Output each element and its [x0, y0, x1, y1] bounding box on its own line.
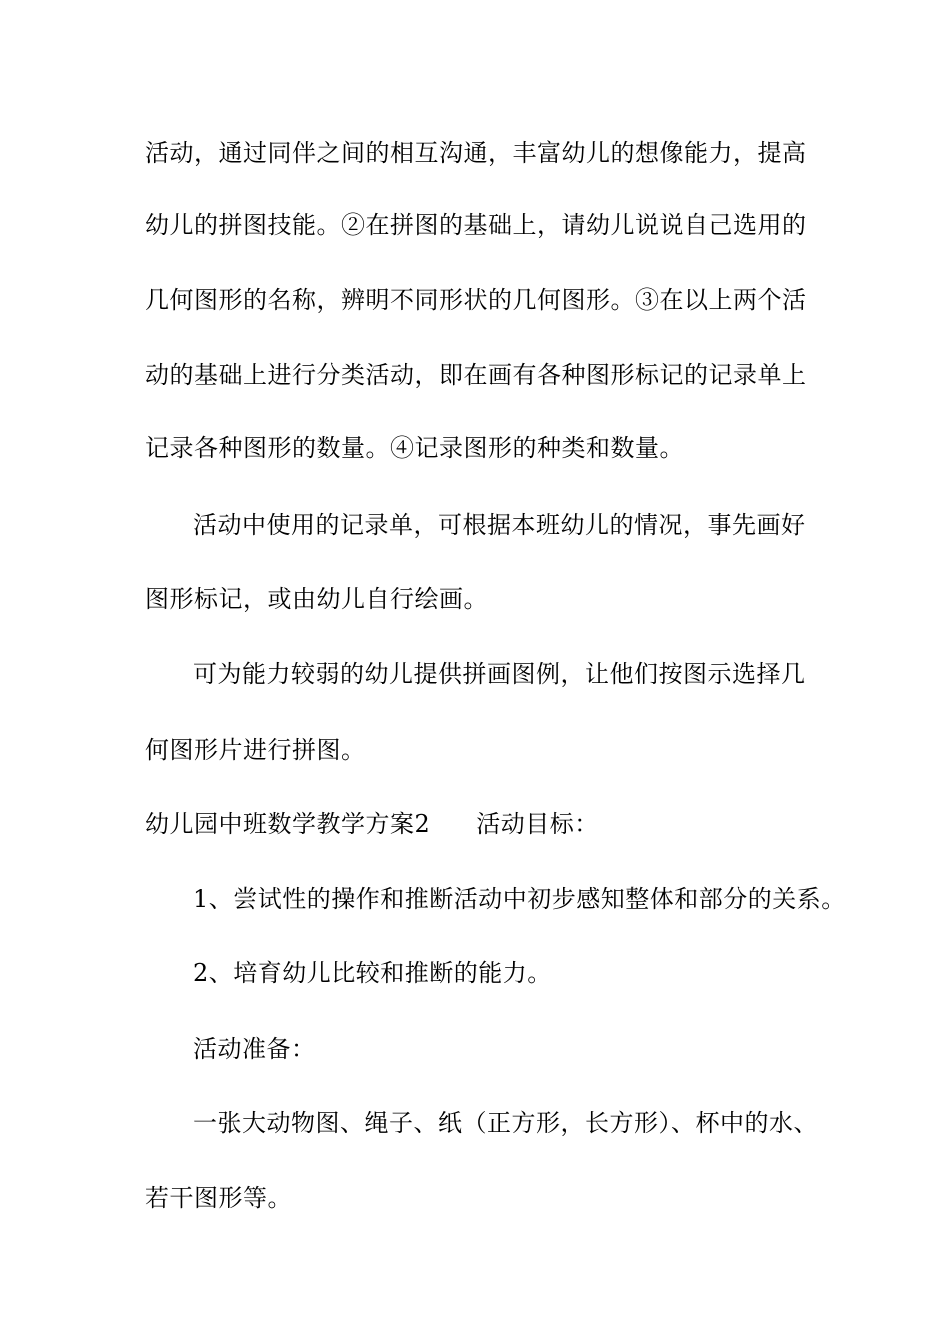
paragraph-line: 何图形片进行拼图。: [145, 736, 366, 764]
paragraph-line: 可为能力较弱的幼儿提供拼画图例，让他们按图示选择几: [193, 660, 806, 688]
paragraph-line: 活动，通过同伴之间的相互沟通，丰富幼儿的想像能力，提高: [145, 139, 807, 167]
paragraph-line: 几何图形的名称，辨明不同形状的几何图形。③在以上两个活: [145, 286, 807, 314]
paragraph-line: 活动中使用的记录单，可根据本班幼儿的情况，事先画好: [193, 511, 806, 539]
section-subtitle: 活动目标：: [476, 810, 599, 838]
prep-line: 若干图形等。: [145, 1184, 292, 1212]
goal-item: 1、尝试性的操作和推断活动中初步感知整体和部分的关系。: [193, 885, 846, 913]
paragraph-line: 记录各种图形的数量。④记录图形的种类和数量。: [145, 434, 684, 462]
section-heading: [145, 809, 599, 839]
paragraph-line: 幼儿的拼图技能。②在拼图的基础上，请幼儿说说自己选用的: [145, 211, 807, 239]
paragraph-line: 图形标记，或由幼儿自行绘画。: [145, 585, 488, 613]
paragraph-line: 动的基础上进行分类活动，即在画有各种图形标记的记录单上: [145, 361, 807, 389]
prep-line: 一张大动物图、绳子、纸（正方形，长方形）、杯中的水、: [193, 1109, 818, 1137]
section-title: 幼儿园中班数学教学方案2: [145, 810, 431, 838]
goal-item: 2、培育幼儿比较和推断的能力。: [193, 959, 552, 987]
prep-heading: 活动准备：: [193, 1035, 316, 1063]
